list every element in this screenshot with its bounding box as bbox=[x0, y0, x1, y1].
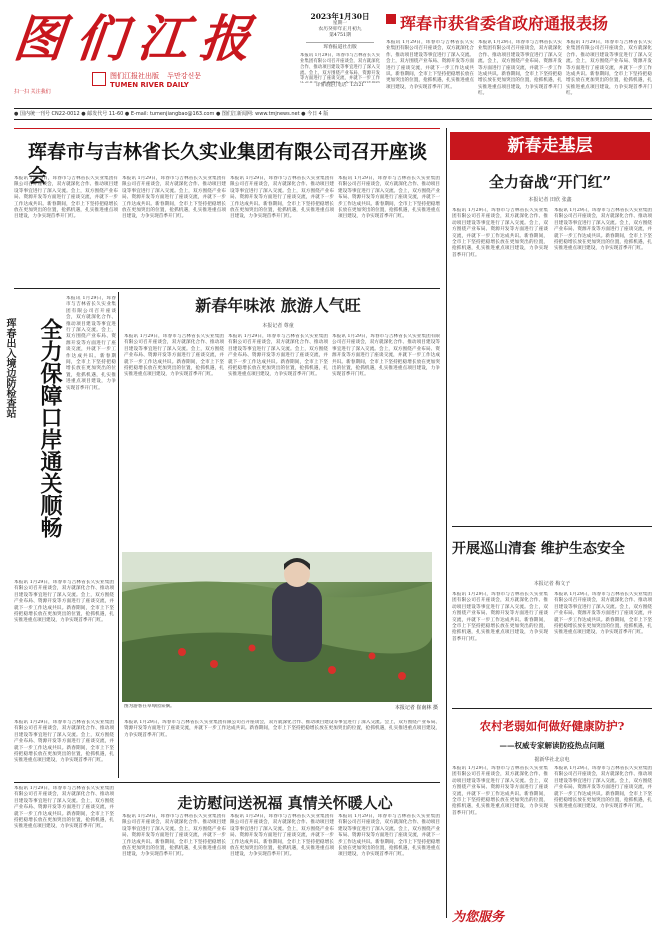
qr-code bbox=[92, 72, 106, 86]
main-col-3: 本报讯 1月29日，珲春市与吉林省长久实业集团有限公司召开座谈会，双方就深化合作、推动项目建设等事宜进行了深入交流。会上，双方围绕产业布局、资源开发等方面进行了座谈交流，并就下一步工作达成共识。新春期间，全市上下坚持把稳增长放在更加突出的位置，抢抓机遇，扎实推进重点项目建设，力争实现首季开门红。 bbox=[230, 176, 334, 220]
date-box bbox=[300, 14, 380, 98]
logo-char: 们 bbox=[72, 9, 130, 68]
main-col-1: 本报讯 1月29日，珲春市与吉林省长久实业集团有限公司召开座谈会，双方就深化合作、推动项目建设等事宜进行了深入交流。会上，双方围绕产业布局、资源开发等方面进行了座谈交流，并就下一步工作达成共识。新春期间，全市上下坚持把稳增长放在更加突出的位置，抢抓机遇，扎实推进重点项目建设，力争实现首季开门红。 bbox=[14, 176, 118, 220]
lunar-date: 农历癸卯年正月初九 bbox=[318, 27, 362, 32]
logo-char: 报 bbox=[196, 9, 254, 68]
feature-byline: 本报记者 田欣 张鑫 bbox=[528, 197, 572, 203]
lead-col-1: 本报讯 1月29日，珲春市与吉林省长久实业集团有限公司召开座谈会，双方就深化合作、推动项目建设等事宜进行了深入交流。会上，双方围绕产业布局、资源开发等方面进行了座谈交流，并就下一步工作达成共识。新春期间，全市上下坚持把稳增长放在更加突出的位置，抢抓机遇，扎实推进重点项目建设，力争实现首季开门红。 bbox=[386, 40, 474, 90]
column-divider bbox=[118, 292, 119, 778]
photo-illustration bbox=[122, 552, 432, 702]
right-title-3: 农村老弱如何做好健康防护? bbox=[479, 719, 625, 733]
right-col-3b: 本报讯 1月29日，珲春市与吉林省长久实业集团有限公司召开座谈会，双方就深化合作、推动项目建设等事宜进行了深入交流。会上，双方围绕产业布局、资源开发等方面进行了座谈交流，并就下一步工作达成共识。新春期间，全市上下坚持把稳增长放在更加突出的位置，抢抓机遇，扎实推进重点项目建设，力争实现首季开门红。 bbox=[554, 766, 652, 810]
middle-title: 新春年味浓 旅游人气旺 bbox=[195, 296, 361, 315]
qr-caption: 扫一扫 关注我们 bbox=[14, 89, 51, 95]
name-english: TUMEN RIVER DAILY bbox=[110, 81, 189, 89]
date-box-text: 本报讯 1月29日，珲春市与吉林省长久实业集团有限公司召开座谈会，双方就深化合作、推动项目建设等事宜进行了深入交流。会上，双方围绕产业布局、资源开发等方面进行了座谈交流，并就下一步工作 bbox=[300, 53, 380, 82]
main-headline: 珲春市与吉林省长久实业集团有限公司召开座谈会 bbox=[28, 141, 428, 187]
divider bbox=[14, 288, 440, 289]
lead-title: 珲春市获省委省政府通报表扬 bbox=[400, 14, 609, 33]
bottom-col-2: 本报讯 1月29日，珲春市与吉林省长久实业集团有限公司召开座谈会，双方就深化合作、推动项目建设等事宜进行了深入交流。会上，双方围绕产业布局、资源开发等方面进行了座谈交流，并就下一步工作达成共识。新春期间，全市上下坚持把稳增长放在更加突出的位置，抢抓机遇，扎实推进重点项目建设，力争实现首季开门红。 bbox=[230, 814, 334, 858]
right-col-2b: 本报讯 1月29日，珲春市与吉林省长久实业集团有限公司召开座谈会，双方就深化合作、推动项目建设等事宜进行了深入交流。会上，双方围绕产业布局、资源开发等方面进行了座谈交流，并就下一步工作达成共识。新春期间，全市上下坚持把稳增长放在更加突出的位置，抢抓机遇，扎实推进重点项目建设，力争实现首季开门红。 bbox=[554, 592, 652, 636]
main-col-2: 本报讯 1月29日，珲春市与吉林省长久实业集团有限公司召开座谈会，双方就深化合作、推动项目建设等事宜进行了深入交流。会上，双方围绕产业布局、资源开发等方面进行了座谈交流，并就下一步工作达成共识。新春期间，全市上下坚持把稳增长放在更加突出的位置，抢抓机遇，扎实推进重点项目建设，力争实现首季开门红。 bbox=[122, 176, 226, 220]
divider bbox=[452, 708, 652, 709]
lead-col-2: 本报讯 1月29日，珲春市与吉林省长久实业集团有限公司召开座谈会，双方就深化合作、推动项目建设等事宜进行了深入交流。会上，双方围绕产业布局、资源开发等方面进行了座谈交流，并就下一步工作达成共识。新春期间，全市上下坚持把稳增长放在更加突出的位置，抢抓机遇，扎实推进重点项目建设，力争实现首季开门红。 bbox=[478, 40, 562, 97]
feature-title: 全力奋战“开门红” bbox=[488, 173, 612, 191]
name-korean: 두만강신문 bbox=[167, 72, 202, 80]
vertical-subtitle: 珲春出入境边防检查站 bbox=[4, 318, 15, 418]
feature-tag: 新春走基层 bbox=[450, 132, 650, 160]
photo-credit: 本报记者 崔南林 摄 bbox=[394, 705, 438, 711]
service-logo: 为您服务 bbox=[452, 910, 505, 925]
lead-col-3: 本报讯 1月29日，珲春市与吉林省长久实业集团有限公司召开座谈会，双方就深化合作、推动项目建设等事宜进行了深入交流。会上，双方围绕产业布局、资源开发等方面进行了座谈交流，并就下一步工作达成共识。新春期间，全市上下坚持把稳增长放在更加突出的位置，抢抓机遇，扎实推进重点项目建设，力争实现首季开门红。 bbox=[566, 40, 652, 97]
middle-bottom-text: 本报讯 1月29日，珲春市与吉林省长久实业集团有限公司召开座谈会，双方就深化合作、推动项目建设等事宜进行了深入交流。会上，双方围绕产业布局、资源开发等方面进行了座谈交流，并就下一步工作达成共识。新春期间，全市上下坚持把稳增长放在更加突出的位置，抢抓机遇，扎实推进重点项目建设，力争实现首季开门红。 bbox=[124, 720, 440, 738]
logo-char: 江 bbox=[134, 9, 192, 68]
photo-caption: 图为游客在草莓园采摘。 bbox=[124, 704, 175, 709]
weekday: 星期一 bbox=[332, 20, 348, 26]
middle-col-3: 本报讯 1月29日，珲春市与吉林省长久实业集团有限公司召开座谈会，双方就深化合作、推动项目建设等事宜进行了深入交流。会上，双方围绕产业布局、资源开发等方面进行了座谈交流，并就下一步工作达成共识。新春期间，全市上下坚持把稳增长放在更加突出的位置，抢抓机遇，扎实推进重点项目建设，力争实现首季开门红。 bbox=[332, 334, 440, 378]
vertical-title: 全力保障口岸通关顺畅 bbox=[37, 318, 63, 538]
bottom-col-1: 本报讯 1月29日，珲春市与吉林省长久实业集团有限公司召开座谈会，双方就深化合作、推动项目建设等事宜进行了深入交流。会上，双方围绕产业布局、资源开发等方面进行了座谈交流，并就下一步工作达成共识。新春期间，全市上下坚持把稳增长放在更加突出的位置，抢抓机遇，扎实推进重点项目建设，力争实现首季开门红。 bbox=[122, 814, 226, 858]
main-col-4: 本报讯 1月29日，珲春市与吉林省长久实业集团有限公司召开座谈会，双方就深化合作、推动项目建设等事宜进行了深入交流。会上，双方围绕产业布局、资源开发等方面进行了座谈交流，并就下一步工作达成共识。新春期间，全市上下坚持把稳增长放在更加突出的位置，抢抓机遇，扎实推进重点项目建设，力争实现首季开门红。 bbox=[338, 176, 440, 220]
logo-char: 图 bbox=[10, 9, 68, 68]
divider bbox=[452, 526, 652, 527]
date: 2023年1月30日 bbox=[310, 12, 370, 21]
lead-marker bbox=[386, 14, 396, 24]
bottom-col-3: 本报讯 1月29日，珲春市与吉林省长久实业集团有限公司召开座谈会，双方就深化合作、推动项目建设等事宜进行了深入交流。会上，双方围绕产业布局、资源开发等方面进行了座谈交流，并就下一步工作达成共识。新春期间，全市上下坚持把稳增长放在更加突出的位置，抢抓机遇，扎实推进重点项目建设，力争实现首季开门红。 bbox=[338, 814, 440, 858]
right-byline-2: 本报记者 梅文子 bbox=[533, 581, 571, 587]
middle-col-2: 本报讯 1月29日，珲春市与吉林省长久实业集团有限公司召开座谈会，双方就深化合作、推动项目建设等事宜进行了深入交流。会上，双方围绕产业布局、资源开发等方面进行了座谈交流，并就下一步工作达成共识。新春期间，全市上下坚持把稳增长放在更加突出的位置，抢抓机遇，扎实推进重点项目建设，力争实现首季开门红。 bbox=[228, 334, 328, 378]
right-col-2a: 本报讯 1月29日，珲春市与吉林省长久实业集团有限公司召开座谈会，双方就深化合作、推动项目建设等事宜进行了深入交流。会上，双方围绕产业布局、资源开发等方面进行了座谈交流，并就下一步工作达成共识。新春期间，全市上下坚持把稳增长放在更加突出的位置，抢抓机遇，扎实推进重点项目建设，力争实现首季开门红。 bbox=[452, 592, 548, 642]
pub-line: 图们江报社出版 bbox=[110, 72, 159, 80]
issue-number: 第4751期 bbox=[329, 33, 351, 39]
divider bbox=[14, 782, 440, 783]
bottom-col-0: 本报讯 1月29日，珲春市与吉林省长久实业集团有限公司召开座谈会，双方就深化合作、推动项目建设等事宜进行了深入交流。会上，双方围绕产业布局、资源开发等方面进行了座谈交流，并就下一步工作达成共识。新春期间，全市上下坚持把稳增长放在更加突出的位置，抢抓机遇，扎实推进重点项目建设，力争实现首季开门红。 bbox=[14, 786, 114, 830]
edition-note: 珲春报道社出版 bbox=[323, 44, 357, 50]
middle-byline: 本报记者 尊童 bbox=[262, 323, 294, 329]
middle-col-1: 本报讯 1月29日，珲春市与吉林省长久实业集团有限公司召开座谈会，双方就深化合作、推动项目建设等事宜进行了深入交流。会上，双方围绕产业布局、资源开发等方面进行了座谈交流，并就下一步工作达成共识。新春期间，全市上下坚持把稳增长放在更加突出的位置，抢抓机遇，扎实推进重点项目建设，力争实现首季开门红。 bbox=[124, 334, 224, 378]
right-col-3a: 本报讯 1月29日，珲春市与吉林省长久实业集团有限公司召开座谈会，双方就深化合作、推动项目建设等事宜进行了深入交流。会上，双方围绕产业布局、资源开发等方面进行了座谈交流，并就下一步工作达成共识。新春期间，全市上下坚持把稳增长放在更加突出的位置，抢抓机遇，扎实推进重点项目建设，力争实现首季开门红。 bbox=[452, 766, 548, 816]
right-source-3: 据新华社北京电 bbox=[534, 757, 570, 763]
vertical-story-text: 本报讯 1月29日，珲春市与吉林省长久实业集团有限公司召开座谈会，双方就深化合作、推动项目建设等事宜进行了深入交流。会上，双方围绕产业布局、资源开发等方面进行了座谈交流，并就下一步工作达成共识。新春期间，全市上下坚持把稳增长放在更加突出的位置，抢抓机遇，扎实推进重点项目建设，力争实现首季开门红。 bbox=[14, 580, 114, 624]
right-subtitle-3: ——权威专家解读防疫热点问题 bbox=[499, 741, 605, 750]
pub-info bbox=[110, 72, 280, 90]
masthead-logo bbox=[10, 9, 274, 70]
bottom-title: 走访慰问送祝福 真情关怀暖人心 bbox=[177, 794, 393, 812]
left-bottom-text: 本报讯 1月29日，珲春市与吉林省长久实业集团有限公司召开座谈会，双方就深化合作、推动项目建设等事宜进行了深入交流。会上，双方围绕产业布局、资源开发等方面进行了座谈交流，并就下一步工作达成共识。新春期间，全市上下坚持把稳增长放在更加突出的位置，抢抓机遇，扎实推进重点项目建设，力争实现首季开门红。 bbox=[14, 720, 114, 764]
info-bar: ● 国内统一刊号 CN22-0012 ● 邮发代号 11-60 ● E-mail: tumenjiangbao@163.com ● 图们江新闻网: www.tmjnews.net ● 今日 4 版 bbox=[14, 108, 652, 120]
strawberry-photo bbox=[122, 552, 432, 702]
feature-col-2: 本报讯 1月29日，珲春市与吉林省长久实业集团有限公司召开座谈会，双方就深化合作、推动项目建设等事宜进行了深入交流。会上，双方围绕产业布局、资源开发等方面进行了座谈交流，并就下一步工作达成共识。新春期间，全市上下坚持把稳增长放在更加突出的位置，抢抓机遇，扎实推进重点项目建设，力争实现首季开门红。 bbox=[554, 208, 652, 252]
hotline: 详情请拨打电话：12121 bbox=[315, 83, 365, 89]
divider bbox=[14, 128, 440, 129]
vertical-story-col: 本报讯 1月29日，珲春市与吉林省长久实业集团有限公司召开座谈会，双方就深化合作、推动项目建设等事宜进行了深入交流。会上，双方围绕产业布局、资源开发等方面进行了座谈交流，并就下一步工作达成共识。新春期间，全市上下坚持把稳增长放在更加突出的位置，抢抓机遇，扎实推进重点项目建设，力争实现首季开门红。 bbox=[66, 296, 116, 391]
feature-col-1: 本报讯 1月29日，珲春市与吉林省长久实业集团有限公司召开座谈会，双方就深化合作、推动项目建设等事宜进行了深入交流。会上，双方围绕产业布局、资源开发等方面进行了座谈交流，并就下一步工作达成共识。新春期间，全市上下坚持把稳增长放在更加突出的位置，抢抓机遇，扎实推进重点项目建设，力争实现首季开门红。 bbox=[452, 208, 548, 258]
right-title-2: 开展巡山清套 维护生态安全 bbox=[452, 541, 625, 557]
